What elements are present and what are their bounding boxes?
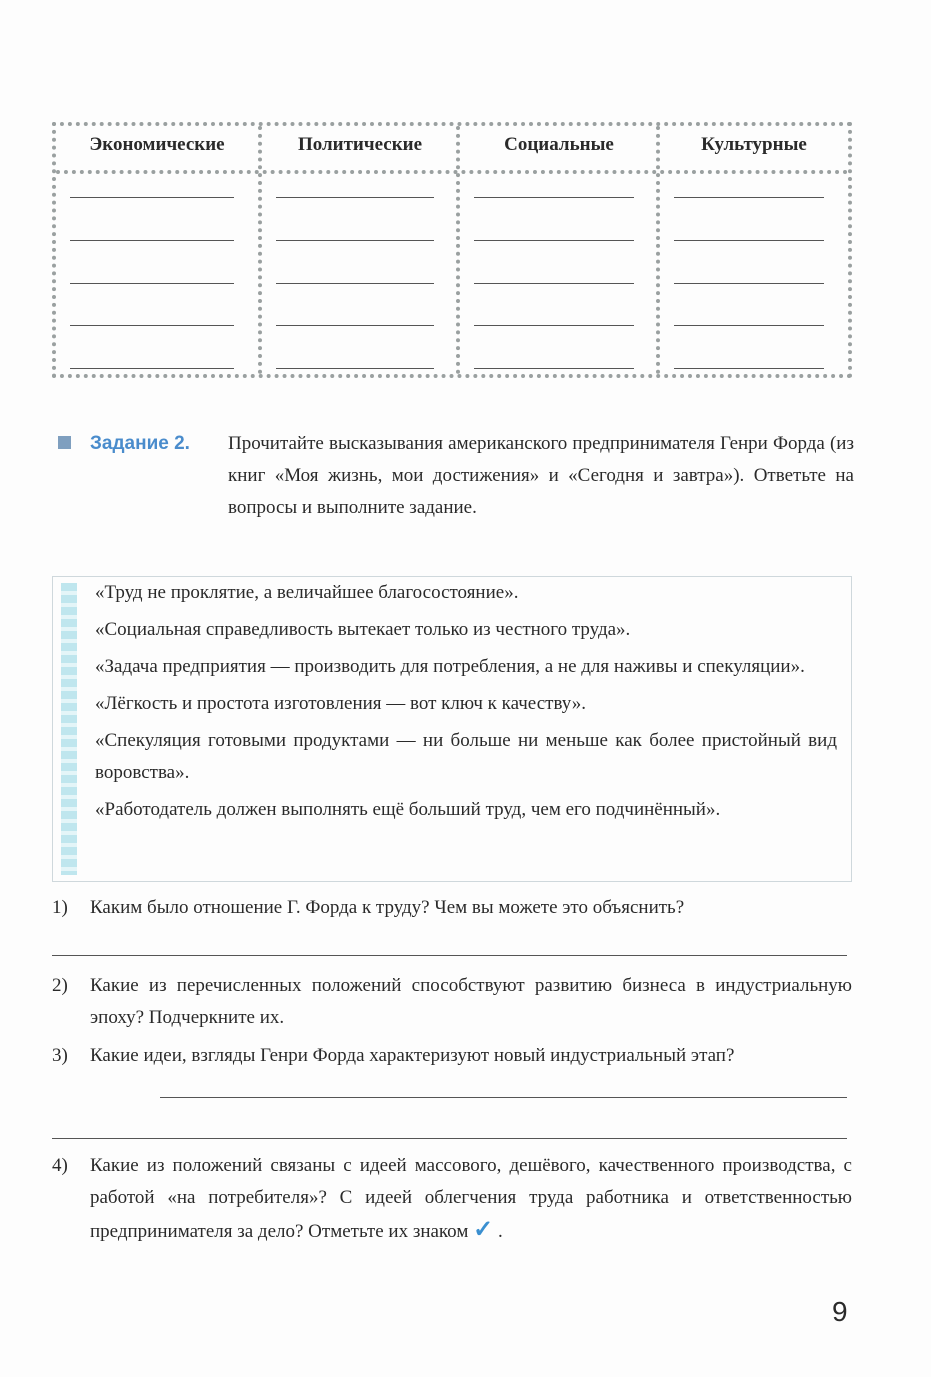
answer-table <box>52 122 852 378</box>
answer-line[interactable] <box>70 240 234 241</box>
quotes-box <box>52 576 852 882</box>
answer-line[interactable] <box>52 955 847 956</box>
question-4 <box>52 1150 852 1248</box>
answer-line[interactable] <box>474 197 634 198</box>
column-economic <box>56 126 258 374</box>
answer-line[interactable] <box>52 1138 847 1139</box>
answer-line[interactable] <box>674 368 824 369</box>
column-header: Культурные <box>701 134 807 155</box>
decorative-strip <box>61 583 77 875</box>
column-cultural <box>660 126 848 374</box>
answer-line[interactable] <box>474 240 634 241</box>
checkmark-icon: ✓ <box>473 1217 494 1243</box>
answer-line[interactable] <box>70 283 234 284</box>
question-3 <box>52 1040 812 1072</box>
page-number: 9 <box>832 1296 848 1327</box>
column-header: Политические <box>297 134 423 155</box>
column-political <box>262 126 458 374</box>
task-square-icon <box>58 436 71 449</box>
question-2 <box>52 970 852 1034</box>
question-text: Какие из перечисленных положений способствуют развитию бизнеса в индустриальную эпоху? Подчеркните их. <box>90 975 852 1028</box>
task-label: Задание 2. <box>90 433 190 454</box>
quote: «Спекуляция готовыми продуктами — ни больше ни меньше как более пристойный вид воровства». <box>95 730 837 783</box>
question-number: 2) <box>52 975 68 996</box>
question-text: Какие из положений связаны с идеей массового, дешёвого, качественного производства, с работой «на потребителя»? С идеей облегчения труда работника и ответственностью предпринимателя за дело? Отметьте их знаком <box>90 1155 852 1242</box>
answer-line[interactable] <box>674 283 824 284</box>
column-header: Экономические <box>89 134 225 155</box>
answer-line[interactable] <box>474 325 634 326</box>
answer-line[interactable] <box>160 1097 847 1098</box>
quote: «Задача предприятия — производить для потребления, а не для наживы и спекуляции». <box>95 656 805 677</box>
column-social <box>460 126 658 374</box>
quote: «Труд не проклятие, а величайшее благосостояние». <box>95 582 519 603</box>
column-header: Социальные <box>504 134 614 155</box>
answer-line[interactable] <box>674 240 824 241</box>
quote: «Работодатель должен выполнять ещё больший труд, чем его подчинённый». <box>95 799 721 820</box>
question-suffix: . <box>497 1221 503 1242</box>
question-number: 3) <box>52 1045 68 1066</box>
task-instructions: Прочитайте высказывания американского предпринимателя Генри Форда (из книг «Моя жизнь, мои достижения» и «Сегодня и завтра»). Ответьте на вопросы и выполните задание. <box>228 433 854 518</box>
answer-line[interactable] <box>674 325 824 326</box>
quote: «Социальная справедливость вытекает только из честного труда». <box>95 619 631 640</box>
answer-line[interactable] <box>276 325 434 326</box>
quotes-list <box>95 577 837 831</box>
answer-line[interactable] <box>70 325 234 326</box>
answer-line[interactable] <box>70 368 234 369</box>
answer-line[interactable] <box>276 283 434 284</box>
answer-line[interactable] <box>276 368 434 369</box>
question-number: 1) <box>52 897 68 918</box>
question-1 <box>52 892 852 924</box>
answer-line[interactable] <box>70 197 234 198</box>
answer-line[interactable] <box>474 368 634 369</box>
answer-line[interactable] <box>674 197 824 198</box>
answer-line[interactable] <box>276 197 434 198</box>
question-text: Какие идеи, взгляды Генри Форда характеризуют новый индустриальный этап? <box>90 1045 735 1066</box>
answer-line[interactable] <box>276 240 434 241</box>
answer-line[interactable] <box>474 283 634 284</box>
question-number: 4) <box>52 1155 68 1176</box>
quote: «Лёгкость и простота изготовления — вот ключ к качеству». <box>95 693 586 714</box>
question-text: Каким было отношение Г. Форда к труду? Чем вы можете это объяснить? <box>90 897 685 918</box>
